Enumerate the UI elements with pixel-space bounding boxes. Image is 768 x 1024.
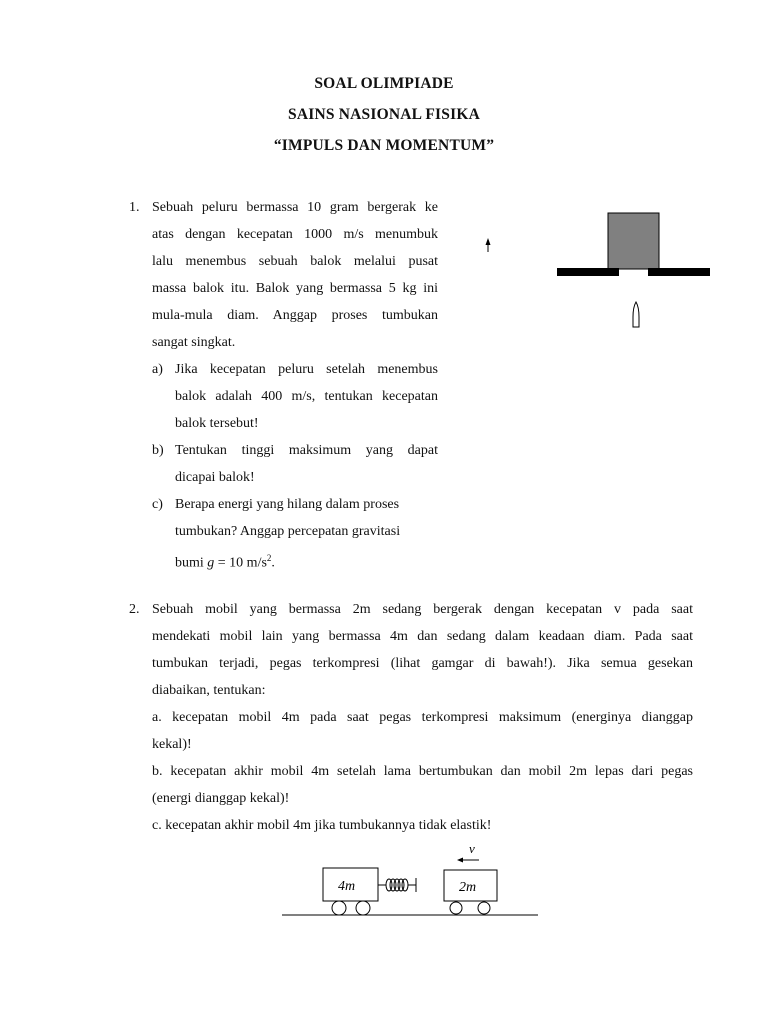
q2-line: mendekati mobil lain yang bermassa 4m dan sedang dalam keadaan diam. Pada saat [152,629,693,644]
q1-line: mula-mula diam. Anggap proses tumbukan [152,308,438,323]
cart-2m-label: 2m [459,880,477,895]
table-right [648,268,710,276]
wheel [450,902,462,914]
q1c-sup: 2 [266,553,272,563]
q1a-line: balok adalah 400 m/s, tentukan kecepatan [175,389,438,404]
q1c-line: Berapa energi yang hilang dalam proses [175,497,400,512]
q1c-line: tumbukan? Anggap percepatan gravitasi [175,524,401,539]
q1a-label: a) [152,362,163,377]
q1b-line: dicapai balok! [175,470,255,485]
q1-line: lalu menembus sebuah balok melalui pusat [152,254,438,269]
wheel [478,902,490,914]
q1-line: Sebuah peluru bermassa 10 gram bergerak ke [152,200,438,215]
q1c-label: c) [152,497,163,512]
q2-body [152,596,693,839]
title-line-2: SAINS NASIONAL FISIKA [288,106,480,123]
q1a-line: Jika kecepatan peluru setelah menembus [175,362,438,377]
figure-1 [470,200,720,340]
q2-line: tumbukan terjadi, pegas terkompresi (lihat gamgar di bawah!). Jika semua gesekan [152,656,693,671]
q1-line: sangat singkat. [152,335,236,350]
title-line-3: “IMPULS DAN MOMENTUM” [273,137,495,154]
q1a-body [175,356,438,437]
velocity-arrow-icon [457,858,479,863]
wheel [332,901,346,915]
q1b-label: b) [152,443,164,458]
q1b-body [175,437,438,491]
q2b-line: b. kecepatan akhir mobil 4m setelah lama bertumbukan dan mobil 2m lepas dari pegas [152,764,693,779]
figure-2 [270,838,550,928]
q1-line: atas dengan kecepatan 1000 m/s menumbuk [152,227,438,242]
q2b-line: (energi dianggap kekal)! [152,791,290,806]
block [608,213,659,269]
q1-line: massa balok itu. Balok yang bermassa 5 kg ini [152,281,438,296]
q1-number: 1. [129,200,140,215]
q2-line: diabaikan, tentukan: [152,683,266,698]
q2-number: 2. [129,602,140,617]
title-line-1: SOAL OLIMPIADE [314,75,454,92]
bullet [633,302,639,327]
spring [378,878,416,892]
velocity-label: v [469,841,475,856]
up-arrow-icon [486,238,491,252]
q2-line: Sebuah mobil yang bermassa 2m sedang bergerak dengan kecepatan v pada saat [152,602,693,617]
q2a-line: a. kecepatan mobil 4m pada saat pegas terkompresi maksimum (energinya dianggap [152,710,693,725]
q1c-text: bumi [175,555,208,571]
q1c-text: = 10 m/s [214,555,267,571]
cart-4m-label: 4m [338,879,356,894]
q2c-line: c. kecepatan akhir mobil 4m jika tumbukannya tidak elastik! [152,818,492,833]
q2a-line: kekal)! [152,737,192,752]
q1b-line: Tentukan tinggi maksimum yang dapat [175,443,438,458]
q1c-text: . [271,555,275,571]
q1c-g-symbol: g [207,555,215,571]
table-left [557,268,619,276]
q1-body [152,194,438,356]
q1a-line: balok tersebut! [175,416,259,431]
q1c-line [175,545,438,577]
wheel [356,901,370,915]
q1c-body [175,491,438,577]
